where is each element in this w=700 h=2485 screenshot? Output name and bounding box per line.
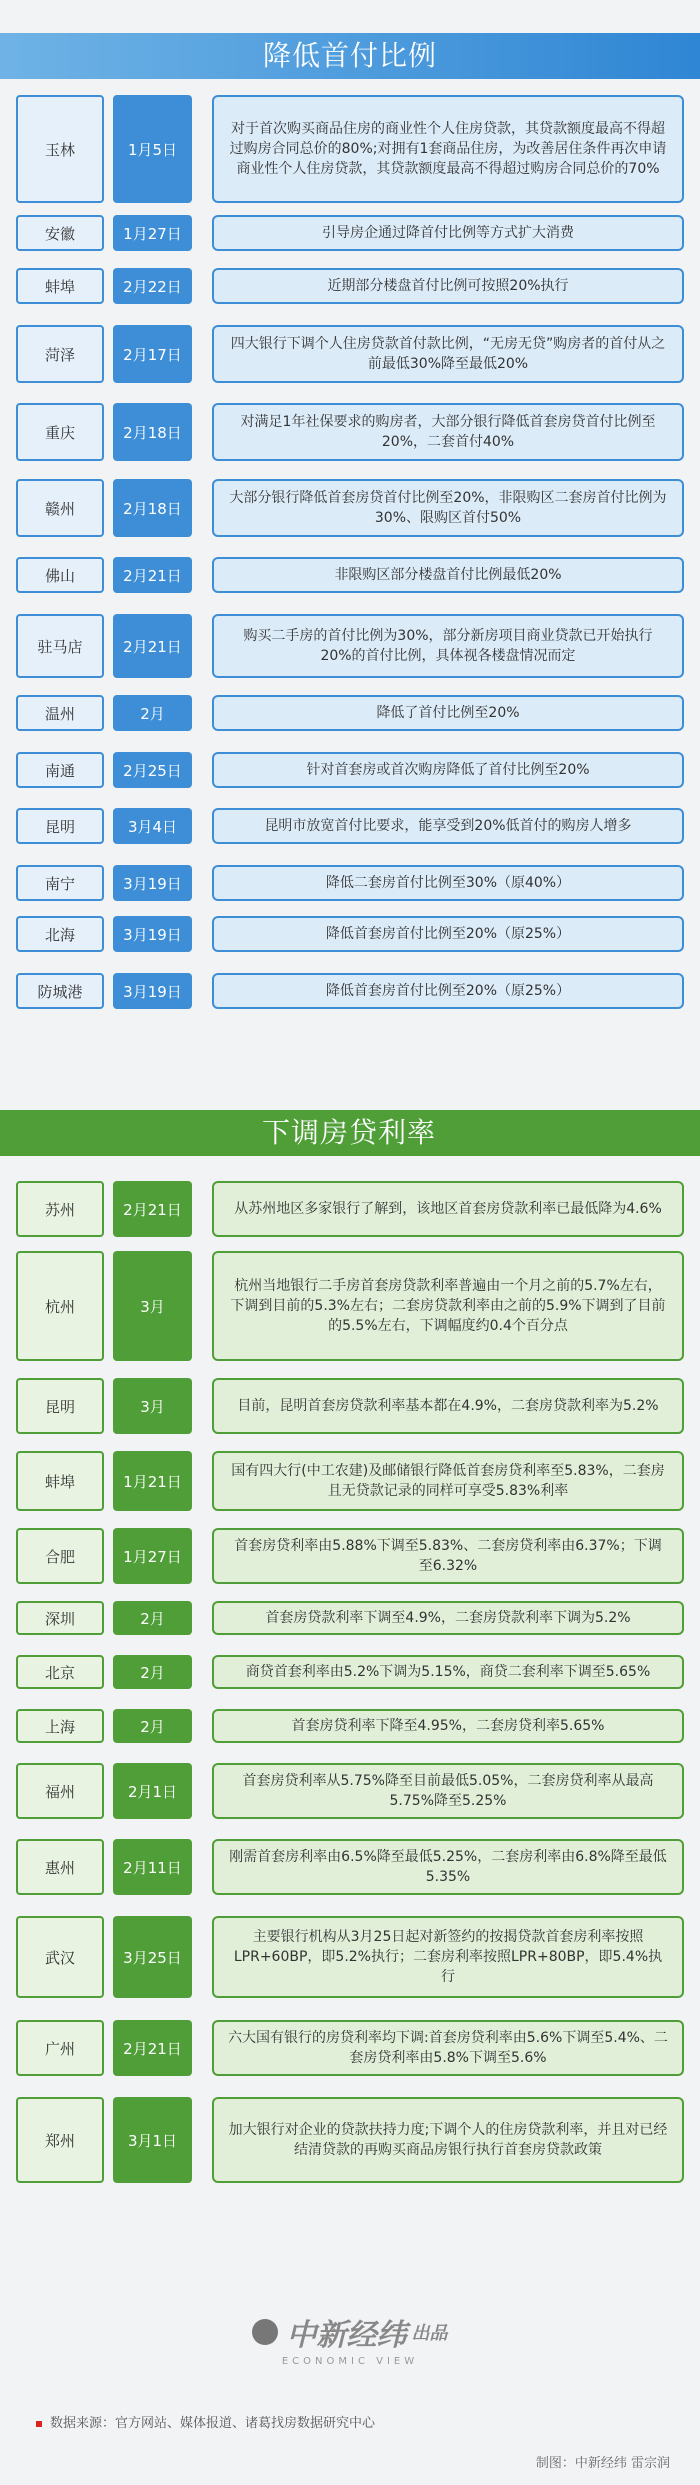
date-cell: 1月27日: [113, 1528, 192, 1584]
date-cell: 2月21日: [113, 557, 192, 593]
city-cell: 蚌埠: [16, 268, 104, 304]
desc-cell: 首套房贷利率从5.75%降至目前最低5.05%，二套房贷利率从最高5.75%降至5.25%: [212, 1763, 684, 1819]
bullet-icon: [36, 2421, 42, 2427]
desc-cell: 首套房贷利率由5.88%下调至5.83%、二套房贷利率由6.37%；下调至6.32%: [212, 1528, 684, 1584]
date-cell: 2月21日: [113, 1181, 192, 1237]
publisher-logo: [0, 2310, 700, 2367]
city-cell: 驻马店: [16, 614, 104, 678]
desc-cell: 降低了首付比例至20%: [212, 695, 684, 731]
desc-cell: 昆明市放宽首付比要求，能享受到20%低首付的购房人增多: [212, 808, 684, 844]
logo-english: ECONOMIC VIEW: [281, 2356, 419, 2367]
section-title-interest-rate: 下调房贷利率: [0, 1110, 700, 1156]
date-cell: 2月17日: [113, 325, 192, 383]
city-cell: 蚌埠: [16, 1451, 104, 1511]
date-cell: 2月18日: [113, 403, 192, 461]
desc-cell: 六大国有银行的房贷利率均下调:首套房贷利率由5.6%下调至5.4%、二套房贷利率由5.8%下调至5.6%: [212, 2020, 684, 2076]
desc-cell: 降低二套房首付比例至30%（原40%）: [212, 865, 684, 901]
date-cell: 1月5日: [113, 95, 192, 203]
date-cell: 2月21日: [113, 614, 192, 678]
city-cell: 杭州: [16, 1251, 104, 1361]
desc-cell: 从苏州地区多家银行了解到，该地区首套房贷款利率已最低降为4.6%: [212, 1181, 684, 1237]
date-cell: 3月: [113, 1378, 192, 1434]
city-cell: 赣州: [16, 479, 104, 537]
date-cell: 3月19日: [113, 916, 192, 952]
city-cell: 昆明: [16, 1378, 104, 1434]
date-cell: 1月27日: [113, 215, 192, 251]
desc-cell: 近期部分楼盘首付比例可按照20%执行: [212, 268, 684, 304]
date-cell: 3月4日: [113, 808, 192, 844]
city-cell: 防城港: [16, 973, 104, 1009]
desc-cell: 降低首套房首付比例至20%（原25%）: [212, 916, 684, 952]
date-cell: 3月19日: [113, 865, 192, 901]
city-cell: 温州: [16, 695, 104, 731]
city-cell: 重庆: [16, 403, 104, 461]
section-title-down-payment: 降低首付比例: [0, 33, 700, 79]
date-cell: 2月21日: [113, 2020, 192, 2076]
logo-mark-icon: [252, 2319, 278, 2345]
logo-suffix: 出品: [411, 2323, 448, 2344]
desc-cell: 引导房企通过降首付比例等方式扩大消费: [212, 215, 684, 251]
date-cell: 1月21日: [113, 1451, 192, 1511]
desc-cell: 杭州当地银行二手房首套房贷款利率普遍由一个月之前的5.7%左右，下调到目前的5.3%左右；二套房贷款利率由之前的5.9%下调到了目前的5.5%左右，下调幅度约0.4个百分点: [212, 1251, 684, 1361]
desc-cell: 主要银行机构从3月25日起对新签约的按揭贷款首套房利率按照LPR+60BP，即5.2%执行；二套房利率按照LPR+80BP，即5.4%执行: [212, 1916, 684, 1998]
date-cell: 2月18日: [113, 479, 192, 537]
desc-cell: 针对首套房或首次购房降低了首付比例至20%: [212, 752, 684, 788]
desc-cell: 加大银行对企业的贷款扶持力度;下调个人的住房贷款利率，并且对已经结清贷款的再购买商品房银行执行首套房贷款政策: [212, 2097, 684, 2183]
date-cell: 2月: [113, 1709, 192, 1743]
city-cell: 福州: [16, 1763, 104, 1819]
city-cell: 广州: [16, 2020, 104, 2076]
city-cell: 安徽: [16, 215, 104, 251]
city-cell: 菏泽: [16, 325, 104, 383]
source-text: 数据来源：官方网站、媒体报道、诸葛找房数据研究中心: [50, 2416, 376, 2431]
desc-cell: 对于首次购买商品住房的商业性个人住房贷款，其贷款额度最高不得超过购房合同总价的80%;对拥有1套商品住房，为改善居住条件再次申请商业性个人住房贷款，其贷款额度最高不得超过购房合同总价的70%: [212, 95, 684, 203]
desc-cell: 刚需首套房利率由6.5%降至最低5.25%，二套房利率由6.8%降至最低5.35%: [212, 1839, 684, 1895]
city-cell: 苏州: [16, 1181, 104, 1237]
date-cell: 3月19日: [113, 973, 192, 1009]
city-cell: 玉林: [16, 95, 104, 203]
date-cell: 3月1日: [113, 2097, 192, 2183]
city-cell: 深圳: [16, 1601, 104, 1635]
date-cell: 3月25日: [113, 1916, 192, 1998]
city-cell: 上海: [16, 1709, 104, 1743]
city-cell: 南通: [16, 752, 104, 788]
date-cell: 2月25日: [113, 752, 192, 788]
desc-cell: 首套房贷款利率下调至4.9%，二套房贷款利率下调为5.2%: [212, 1601, 684, 1635]
desc-cell: 对满足1年社保要求的购房者，大部分银行降低首套房贷首付比例至20%，二套首付40%: [212, 403, 684, 461]
desc-cell: 非限购区部分楼盘首付比例最低20%: [212, 557, 684, 593]
city-cell: 北海: [16, 916, 104, 952]
city-cell: 武汉: [16, 1916, 104, 1998]
date-cell: 2月: [113, 1601, 192, 1635]
date-cell: 2月: [113, 1655, 192, 1689]
city-cell: 佛山: [16, 557, 104, 593]
city-cell: 北京: [16, 1655, 104, 1689]
city-cell: 合肥: [16, 1528, 104, 1584]
desc-cell: 商贷首套利率由5.2%下调为5.15%，商贷二套利率下调至5.65%: [212, 1655, 684, 1689]
data-source: [36, 2412, 375, 2431]
desc-cell: 购买二手房的首付比例为30%，部分新房项目商业贷款已开始执行20%的首付比例，具体视各楼盘情况而定: [212, 614, 684, 678]
city-cell: 南宁: [16, 865, 104, 901]
date-cell: 2月11日: [113, 1839, 192, 1895]
desc-cell: 目前，昆明首套房贷款利率基本都在4.9%，二套房贷款利率为5.2%: [212, 1378, 684, 1434]
desc-cell: 国有四大行(中工农建)及邮储银行降低首套房贷利率至5.83%，二套房且无贷款记录的同样可享受5.83%利率: [212, 1451, 684, 1511]
city-cell: 郑州: [16, 2097, 104, 2183]
date-cell: 3月: [113, 1251, 192, 1361]
chart-credit: 制图：中新经纬 雷宗润: [535, 2456, 670, 2471]
date-cell: 2月1日: [113, 1763, 192, 1819]
city-cell: 惠州: [16, 1839, 104, 1895]
city-cell: 昆明: [16, 808, 104, 844]
desc-cell: 降低首套房首付比例至20%（原25%）: [212, 973, 684, 1009]
desc-cell: 大部分银行降低首套房贷首付比例至20%，非限购区二套房首付比例为30%、限购区首付50%: [212, 479, 684, 537]
desc-cell: 首套房贷利率下降至4.95%，二套房贷利率5.65%: [212, 1709, 684, 1743]
date-cell: 2月22日: [113, 268, 192, 304]
logo-text: 中新经纬: [286, 2318, 407, 2353]
date-cell: 2月: [113, 695, 192, 731]
desc-cell: 四大银行下调个人住房贷款首付款比例，“无房无贷”购房者的首付从之前最低30%降至最低20%: [212, 325, 684, 383]
